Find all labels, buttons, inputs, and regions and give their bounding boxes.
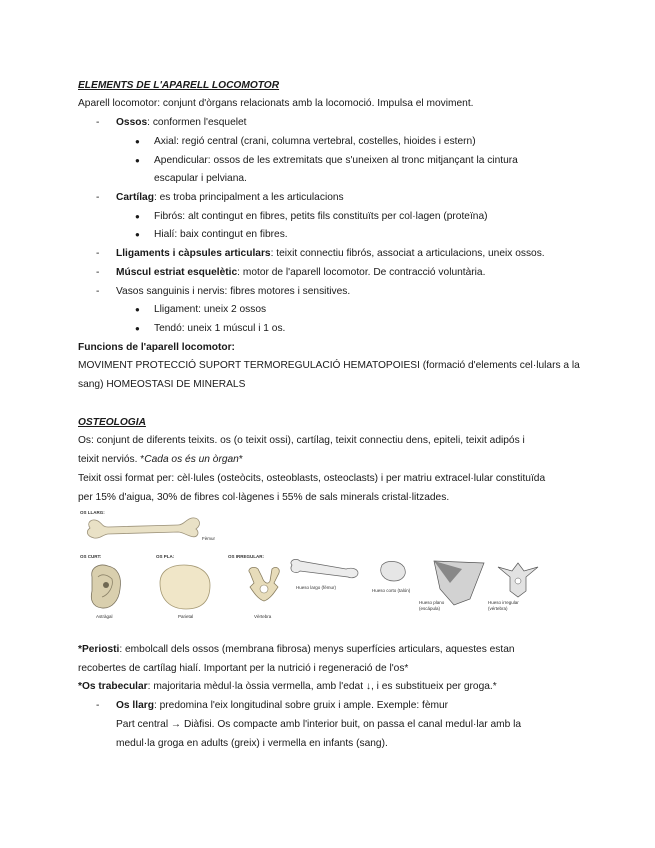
funcions-line-1: MOVIMENT PROTECCIÓ SUPORT TERMOREGULACIÓ HEMATOPOIESI (formació d'elements cel·lulars a la <box>78 360 580 371</box>
hueso-plano-caption-2: (escápula) <box>419 606 441 611</box>
os-irregular-caption: OS IRREGULAR: <box>228 554 264 559</box>
vasos-line: Vasos sanguinis i nervis: fibres motores i sensitives. <box>116 286 351 297</box>
dash-marker: - <box>96 286 100 297</box>
os-llarg-line <box>116 699 448 712</box>
os-line-2-italic: Cada os és un òrgan <box>144 454 239 465</box>
ossos-term: Ossos <box>116 117 148 128</box>
ossos-line <box>116 116 247 129</box>
os-line-1: Os: conjunt de diferents teixits. os (o teixit ossi), cartílag, teixit connectiu dens, epiteli, teixit adipós i <box>78 435 525 446</box>
bullet-marker: ● <box>135 137 140 146</box>
hueso-plano-caption-1: Hueso plano <box>419 600 445 605</box>
muscul-text: : motor de l'aparell locomotor. De contracció voluntària. <box>237 267 486 278</box>
muscul-term: Múscul estriat esquelètic <box>116 267 238 278</box>
hueso-plano-image <box>434 561 484 605</box>
os-line-2-end: * <box>238 454 243 465</box>
part-central-line-2: medul·la groga en adults (greix) i vermella en infants (sang). <box>116 738 388 749</box>
bullet-marker: ● <box>135 305 140 314</box>
cartilag-text: : es troba principalment a les articulacions <box>153 192 344 203</box>
parietal-caption: Parietal <box>178 614 194 619</box>
lligaments-line <box>116 247 545 260</box>
periosti-line-1 <box>78 643 515 656</box>
bullet-marker: ● <box>135 212 140 221</box>
lligament-line: Lligament: uneix 2 ossos <box>154 304 267 315</box>
hueso-corto-image <box>381 561 406 581</box>
dash-marker: - <box>96 192 100 203</box>
trabecular-text: : majoritaria mèdul·la òssia vermella, amb l'edat ↓, i es substitueix per groga.* <box>147 681 497 692</box>
teixit-ossi-line-1: Teixit ossi format per: cèl·lules (osteòcits, osteoblasts, osteoclasts) i per matriu extracel·lular constituïda <box>78 473 546 484</box>
axial-line: Axial: regió central (crani, columna vertebral, costelles, hioides i estern) <box>154 136 476 147</box>
os-pla-caption: OS PLA: <box>156 554 175 559</box>
funcions-heading: Funcions de l'aparell locomotor: <box>78 342 235 353</box>
bullet-marker: ● <box>135 230 140 239</box>
parietal-image <box>160 565 210 609</box>
intro-line: Aparell locomotor: conjunt d'òrgans relacionats amb la locomoció. Impulsa el moviment. <box>78 98 474 109</box>
tendo-line: Tendó: uneix 1 múscul i 1 os. <box>154 323 286 334</box>
bone-types-figure <box>78 505 578 625</box>
os-curt-caption: OS CURT: <box>80 554 102 559</box>
hueso-irregular-caption-1: Hueso irregular <box>488 600 519 605</box>
os-llarg-caption: OS LLARG: <box>80 510 105 515</box>
periosti-term: *Periosti <box>78 644 120 655</box>
hueso-corto-caption: Hueso corto (talón) <box>372 588 411 593</box>
trabecular-line <box>78 680 497 693</box>
os-line-2 <box>78 453 243 466</box>
os-llarg-text: : predomina l'eix longitudinal sobre gruix i ample. Exemple: fèmur <box>153 700 449 711</box>
muscul-line <box>116 266 485 279</box>
femur-caption: Fèmur <box>202 536 216 541</box>
teixit-ossi-line-2: per 15% d'aigua, 30% de fibres col·làgenes i 55% de sals minerals cristal·litzades. <box>78 492 450 503</box>
funcions-line-2: sang) HOMEOSTASI DE MINERALS <box>78 379 246 390</box>
fibros-line: Fibrós: alt contingut en fibres, petits fils constituïts per col·lagen (proteïna) <box>154 211 488 222</box>
dash-marker: - <box>96 700 100 711</box>
cartilag-line <box>116 191 344 204</box>
astragal-image <box>91 565 120 608</box>
ossos-text: : conformen l'esquelet <box>147 117 247 128</box>
hueso-irregular-caption-2: (vértebra) <box>488 606 508 611</box>
vertebra-caption: Vèrtebra <box>254 614 272 619</box>
hueso-irregular-image <box>498 563 538 597</box>
os-line-2-text: teixit nerviós. * <box>78 454 145 465</box>
lligaments-text: : teixit connectiu fibrós, associat a articulacions, uneix ossos. <box>270 248 545 259</box>
os-llarg-term: Os llarg <box>116 700 154 711</box>
trabecular-term: *Os trabecular <box>78 681 148 692</box>
dash-marker: - <box>96 117 100 128</box>
hueso-largo-image <box>291 559 358 577</box>
section-title-osteologia: OSTEOLOGIA <box>78 417 146 428</box>
vertebra-image <box>249 567 279 601</box>
dash-marker: - <box>96 248 100 259</box>
bullet-marker: ● <box>135 324 140 333</box>
hiali-line: Hialí: baix contingut en fibres. <box>154 229 288 240</box>
cartilag-term: Cartílag <box>116 192 154 203</box>
periosti-text: : embolcall dels ossos (membrana fibrosa) menys superfícies articulars, aquestes estan <box>119 644 515 655</box>
bullet-marker: ● <box>135 156 140 165</box>
femur-image <box>87 518 199 538</box>
periosti-line-2: recobertes de cartílag hialí. Important per la nutrició i regeneració de l'os* <box>78 663 409 674</box>
hueso-largo-caption: Hueso largo (fémur) <box>296 585 337 590</box>
apendicular-line-1: Apendicular: ossos de les extremitats que s'uneixen al tronc mitjançant la cintura <box>154 155 518 166</box>
part-central-line-1: Part central → Diàfisi. Os compacte amb l'interior buit, on passa el canal medul·lar amb la <box>116 719 522 730</box>
apendicular-line-2: escapular i pelviana. <box>154 173 247 184</box>
dash-marker: - <box>96 267 100 278</box>
astragal-caption: Astràgal <box>96 614 113 619</box>
section-title-aparell: ELEMENTS DE L'APARELL LOCOMOTOR <box>78 80 280 91</box>
lligaments-term: Lligaments i càpsules articulars <box>116 248 271 259</box>
